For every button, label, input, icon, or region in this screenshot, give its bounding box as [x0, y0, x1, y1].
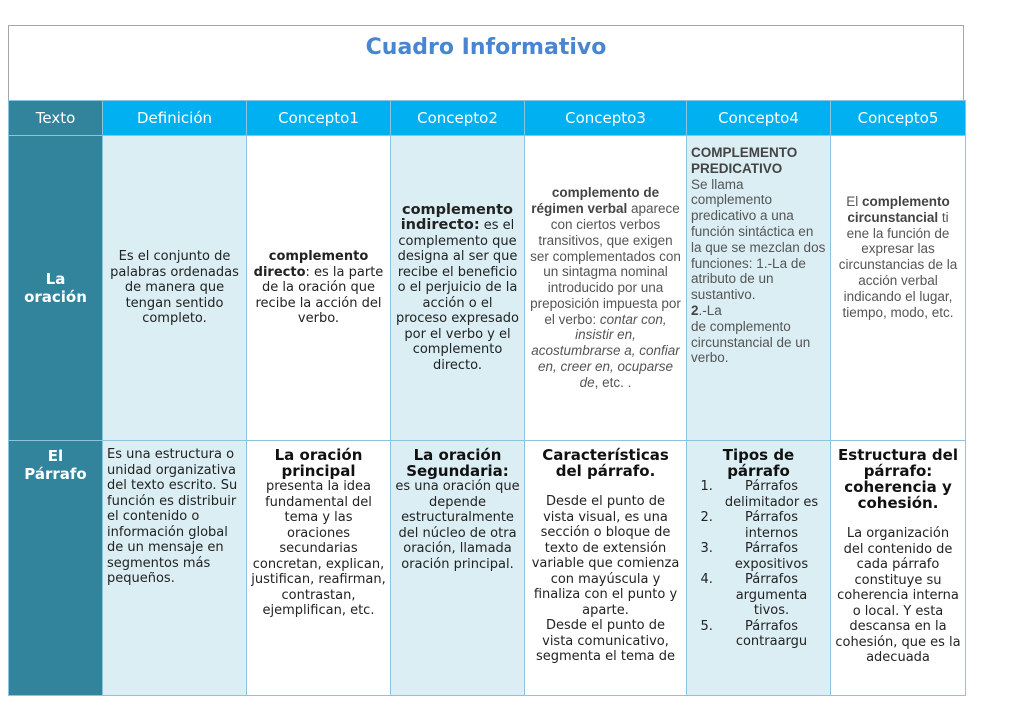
cell-text: : es la parte de la oración que recibe la acción del verbo. — [255, 264, 384, 327]
cell-text: presenta la idea fundamental del tema y las oraciones secundarias concretan, explican, justifican, reafirman, contrastan, ejemplifican, etc. — [251, 479, 386, 618]
cell-heading: Características del párrafo. — [542, 446, 669, 480]
list-item: 1. Párrafos delimitador es — [717, 479, 826, 510]
cell-concepto5 — [831, 441, 966, 696]
row-label-line: La — [45, 270, 66, 288]
cell-concepto2 — [391, 136, 525, 441]
cell-definicion — [103, 136, 247, 441]
cell-text: El — [846, 194, 862, 209]
cell-text: Desde el punto de vista comunicativo, segmenta el tema de — [536, 618, 675, 664]
cell-text: de complemento circunstancial de un verbo. — [691, 318, 811, 366]
row-label-line: El — [47, 447, 64, 465]
term-bold: complemento indirecto: — [400, 201, 513, 234]
cell-concepto1 — [247, 136, 391, 441]
cell-concepto3 — [525, 441, 687, 696]
term-bold: complemento de régimen verbal — [531, 185, 660, 217]
row-label — [9, 441, 103, 696]
cell-text: es el complemento que designa al ser que recibe el beneficio o el perjuicio de la acción o el proceso expresado por el verbo y el complemento directo. — [396, 218, 519, 373]
cell-heading: La oración Segundaria: — [406, 446, 509, 480]
table-row — [9, 441, 966, 696]
cell-text: La organización del contenido de cada párrafo constituye su coherencia interna o local. Y esta descansa en la cohesión, que es la adecuada — [835, 526, 961, 665]
cell-text: Desde el punto de vista visual, es una sección o bloque de texto de extensión variable que comienza con mayúscula y finaliza con el punto y aparte. — [531, 494, 680, 618]
list-item: 2. Párrafos internos — [717, 510, 826, 541]
header-concepto1: Concepto1 — [247, 101, 391, 136]
term-bold: complemento circunstancial — [847, 194, 950, 225]
cell-italic-text: contar con, insistir en, acostumbrarse a, confiar en, creer en, ocuparse de — [531, 311, 680, 390]
cell-text: aparece con ciertos verbos transitivos, que exigen ser complementados con un sintagma nominal introducido por una preposición impuesta por el verbo: — [530, 201, 681, 327]
cell-concepto2 — [391, 441, 525, 696]
cell-text: , etc. . — [594, 374, 632, 390]
cell-heading: La oración principal — [274, 446, 363, 480]
cell-definicion — [103, 441, 247, 696]
paragraph-types-list — [691, 479, 826, 650]
cell-heading: Estructura del párrafo: coherencia y cohesión. — [838, 446, 958, 512]
title-box — [8, 25, 964, 100]
term-bold: complemento directo — [253, 249, 369, 280]
term-bold: COMPLEMENTO PREDICATIVO — [691, 145, 798, 176]
list-item: 4. Párrafos argumenta tivos. — [717, 572, 826, 619]
cell-text: .-La de atributo de un sustantivo. — [691, 255, 806, 303]
page-title: Cuadro Informativo — [365, 35, 607, 60]
cell-text: Es el conjunto de palabras ordenadas de manera que tengan sentido completo. — [110, 249, 239, 327]
cell-concepto4 — [687, 136, 831, 441]
header-concepto2: Concepto2 — [391, 101, 525, 136]
cell-text: Se llama complemento predicativo a una función sintáctica en la que se mezclan dos funciones: 1 — [691, 176, 826, 271]
list-item: 5. Párrafos contraargu — [717, 619, 826, 650]
header-texto: Texto — [9, 101, 103, 136]
info-table — [8, 100, 966, 696]
table-row — [9, 136, 966, 441]
cell-heading: Tipos de párrafo — [722, 446, 795, 480]
cell-concepto3 — [525, 136, 687, 441]
cell-text: Es una estructura o unidad organizativa del texto escrito. Su función es distribuir el contenido o información global de un mensaje en segmentos más pequeños. — [107, 447, 238, 586]
list-item: 3. Párrafos expositivos — [717, 541, 826, 572]
header-definicion: Definición — [103, 101, 247, 136]
row-label-line: oración — [24, 288, 87, 306]
cell-concepto5 — [831, 136, 966, 441]
cell-text: ti ene la función de expresar las circunstancias de la acción verbal indicando el lugar, tiempo, modo, etc. — [838, 209, 958, 320]
cell-text: .-La — [698, 302, 722, 318]
number-bold: 2 — [691, 302, 699, 318]
cell-text: es una oración que depende estructuralmente del núcleo de otra oración, llamada oración principal. — [395, 479, 520, 572]
cell-concepto1 — [247, 441, 391, 696]
header-row — [9, 101, 966, 136]
row-label — [9, 136, 103, 441]
header-concepto5: Concepto5 — [831, 101, 966, 136]
cell-concepto4 — [687, 441, 831, 696]
row-label-line: Párrafo — [24, 465, 87, 483]
header-concepto4: Concepto4 — [687, 101, 831, 136]
info-chart — [8, 25, 964, 696]
header-concepto3: Concepto3 — [525, 101, 687, 136]
